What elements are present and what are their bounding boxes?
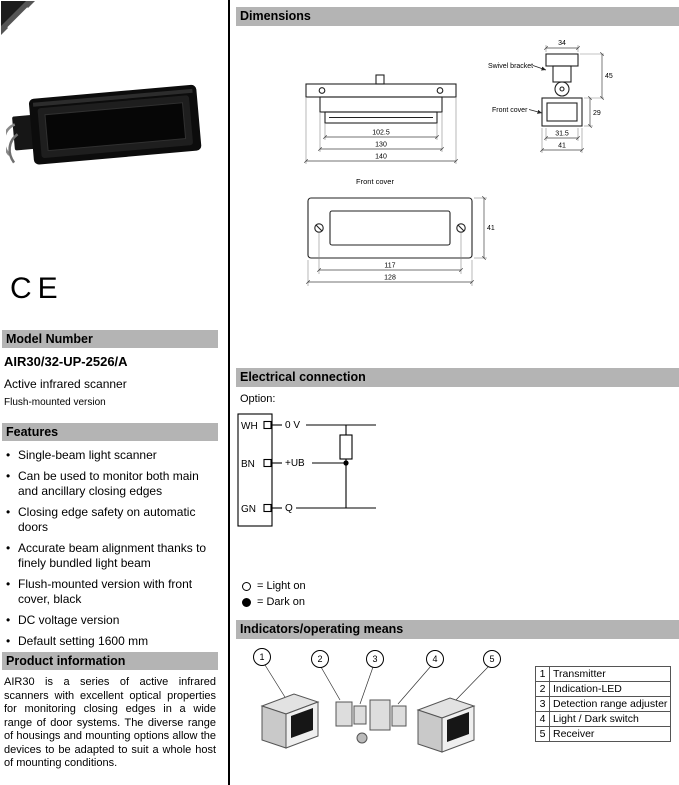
left-column [0, 0, 228, 785]
wire-color-bn: BN [241, 459, 255, 470]
callout-markers [254, 649, 501, 668]
row-number: 5 [536, 727, 550, 742]
corner-logo-icon [0, 0, 36, 36]
row-label: Detection range adjuster [550, 697, 671, 712]
row-number: 4 [536, 712, 550, 727]
dim-front-outer: 140 [375, 153, 387, 161]
feature-item: • Single-beam light scanner [4, 448, 218, 463]
model-number-header: Model Number [2, 330, 218, 348]
table-row [536, 682, 671, 697]
dim-front-inner: 102.5 [372, 129, 390, 137]
sensor-internals [262, 694, 474, 752]
dim-cover-inner: 117 [384, 262, 396, 270]
signal-q: Q [285, 503, 293, 514]
product-photo [6, 50, 218, 215]
legend-light-on [242, 578, 306, 594]
wiring-diagram [236, 408, 679, 538]
dim-side-h1: 45 [605, 73, 613, 80]
row-number: 1 [536, 667, 550, 682]
swivel-bracket-label: Swivel bracket [488, 63, 534, 70]
model-variant: Flush-mounted version [4, 397, 106, 408]
row-label: Indication-LED [550, 682, 671, 697]
front-cover-outline [308, 198, 472, 258]
adjuster-and-switch-parts [336, 700, 406, 743]
feature-item: • Accurate beam alignment thanks to finely bundled light beam [4, 541, 218, 571]
product-information-header: Product information [2, 652, 218, 670]
right-column [236, 0, 679, 785]
indicators-header: Indicators/operating means [236, 620, 679, 639]
table-row [536, 667, 671, 682]
front-view-dimensions [306, 130, 456, 162]
electrical-connection-header: Electrical connection [236, 368, 679, 387]
wire-color-wh: WH [241, 421, 258, 432]
indicators-drawing [240, 644, 540, 784]
callout-4: 4 [432, 654, 438, 664]
dim-cover-outer: 128 [384, 274, 396, 282]
ce-mark: CE [10, 272, 64, 305]
row-label: Receiver [550, 727, 671, 742]
junction-dot [343, 460, 348, 465]
dimensions-header: Dimensions [236, 7, 679, 26]
dim-side-b2: 41 [558, 142, 566, 150]
callout-2: 2 [317, 654, 323, 664]
row-number: 3 [536, 697, 550, 712]
transmitter-module [262, 694, 318, 748]
features-list [4, 448, 218, 655]
signal-0v: 0 V [285, 420, 301, 431]
legend-light-text: = Light on [257, 580, 306, 592]
feature-item: • Default setting 1600 mm [4, 634, 218, 649]
row-number: 2 [536, 682, 550, 697]
indicators-table [535, 666, 671, 742]
filled-circle-icon [242, 598, 251, 607]
wire-color-gn: GN [241, 504, 256, 515]
features-header: Features [2, 423, 218, 441]
row-label: Light / Dark switch [550, 712, 671, 727]
dim-side-top: 34 [558, 40, 566, 47]
dim-front-mid: 130 [375, 141, 387, 149]
signal-ub: +UB [285, 458, 305, 469]
front-cover-label: Front cover [492, 107, 528, 114]
open-circle-icon [242, 582, 251, 591]
switch-mode-legend [242, 578, 306, 610]
table-row [536, 712, 671, 727]
dimensions-drawing [236, 34, 679, 364]
receiver-module [418, 698, 474, 752]
feature-item: • Can be used to monitor both main and ancillary closing edges [4, 469, 218, 499]
side-view-labels [488, 63, 546, 114]
model-number: AIR30/32-UP-2526/A [4, 354, 128, 369]
legend-dark-text: = Dark on [257, 596, 305, 608]
feature-item: • DC voltage version [4, 613, 218, 628]
model-description: Active infrared scanner [4, 377, 127, 391]
callout-1: 1 [259, 652, 265, 662]
dim-side-h2: 29 [593, 110, 601, 117]
feature-item: • Closing edge safety on automatic doors [4, 505, 218, 535]
side-view-dimensions [542, 40, 613, 150]
feature-item: • Flush-mounted version with front cover, black [4, 577, 218, 607]
callout-3: 3 [372, 654, 378, 664]
table-row [536, 697, 671, 712]
load-resistor [340, 435, 352, 459]
legend-dark-on [242, 594, 306, 610]
side-view-outline [542, 54, 582, 126]
product-information-text: AIR30 is a series of active infrared scanners with excellent optical properties for monitoring closing edges in a wide range of door systems. The diverse range of housings and mounting options allow the devices to be adapted to suit a whole host of mounting conditions. [4, 676, 216, 769]
dim-cover-height: 41 [487, 225, 495, 232]
option-label: Option: [240, 393, 276, 405]
side-view-extension-lines [542, 45, 604, 153]
row-label: Transmitter [550, 667, 671, 682]
callout-5: 5 [489, 654, 495, 664]
table-row [536, 727, 671, 742]
front-view-outline [306, 75, 456, 123]
terminals [264, 422, 271, 512]
dim-side-b1: 31.5 [555, 130, 569, 138]
column-divider [228, 0, 230, 785]
front-cover-caption: Front cover [356, 177, 394, 186]
